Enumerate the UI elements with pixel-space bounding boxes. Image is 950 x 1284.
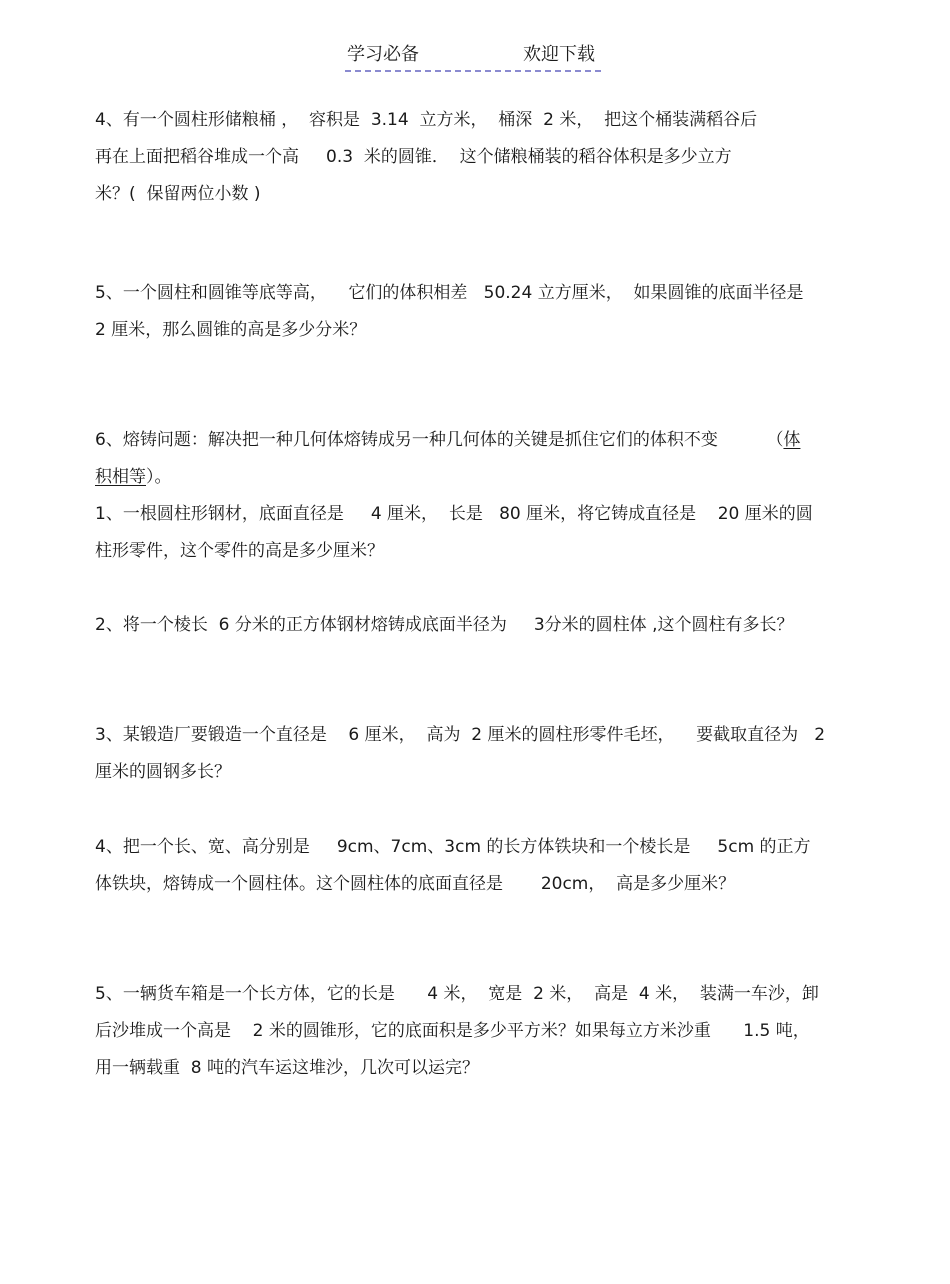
problem-4-line-3: 米？( 保留两位小数 )	[95, 184, 261, 204]
question-1-line-1: 1、一根圆柱形钢材，底面直径是 4 厘米， 长是 80 厘米，将它铸成直径是 20 厘米的圆	[95, 504, 813, 524]
question-5-line-3: 用一辆载重 8 吨的汽车运这堆沙，几次可以运完？	[95, 1058, 480, 1078]
header-right-text: 欢迎下载	[523, 44, 595, 65]
header-left-text: 学习必备	[347, 44, 419, 65]
section-6-heading-line-1	[95, 428, 800, 452]
page-header	[345, 44, 601, 72]
question-3-line-1: 3、某锻造厂要锻造一个直径是 6 厘米， 高为 2 厘米的圆柱形零件毛坯， 要截取直径为 2	[95, 725, 826, 745]
question-3-line-2: 厘米的圆钢多长？	[95, 762, 231, 782]
section-6-heading-text: 6、熔铸问题：解决把一种几何体熔铸成另一种几何体的关键是抓住它们的体积不变 （	[95, 430, 784, 450]
problem-4-line-2: 再在上面把稻谷堆成一个高 0.3 米的圆锥． 这个储粮桶装的稻谷体积是多少立方	[95, 147, 732, 167]
problem-5-line-1: 5、一个圆柱和圆锥等底等高， 它们的体积相差 50.24 立方厘米， 如果圆锥的底面半径是	[95, 283, 804, 303]
question-2-line-1: 2、将一个棱长 6 分米的正方体钢材熔铸成底面半径为 3分米的圆柱体 ,这个圆柱有多长？	[95, 615, 794, 635]
section-6-heading-underlined-a: 体	[783, 430, 801, 450]
question-5-line-2: 后沙堆成一个高是 2 米的圆锥形，它的底面积是多少平方米？如果每立方米沙重 1.5 吨，	[95, 1021, 810, 1041]
question-1-line-2: 柱形零件，这个零件的高是多少厘米？	[95, 541, 384, 561]
problem-4-line-1: 4、有一个圆柱形储粮桶 ， 容积是 3.14 立方米， 桶深 2 米， 把这个桶装满稻谷后	[95, 110, 758, 130]
question-4-line-1: 4、把一个长、宽、高分别是 9cm、7cm、3cm 的长方体铁块和一个棱长是 5cm 的正方	[95, 837, 811, 857]
problem-5-line-2: 2 厘米，那么圆锥的高是多少分米？	[95, 320, 367, 340]
question-4-line-2: 体铁块，熔铸成一个圆柱体。这个圆柱体的底面直径是 20cm， 高是多少厘米？	[95, 874, 736, 894]
question-5-line-1: 5、一辆货车箱是一个长方体，它的长是 4 米， 宽是 2 米， 高是 4 米， 装满一车沙，卸	[95, 984, 819, 1004]
section-6-heading-underlined-b: 积相等	[95, 467, 146, 487]
section-6-heading-tail: ）。	[146, 467, 172, 487]
section-6-heading-line-2	[95, 465, 172, 489]
